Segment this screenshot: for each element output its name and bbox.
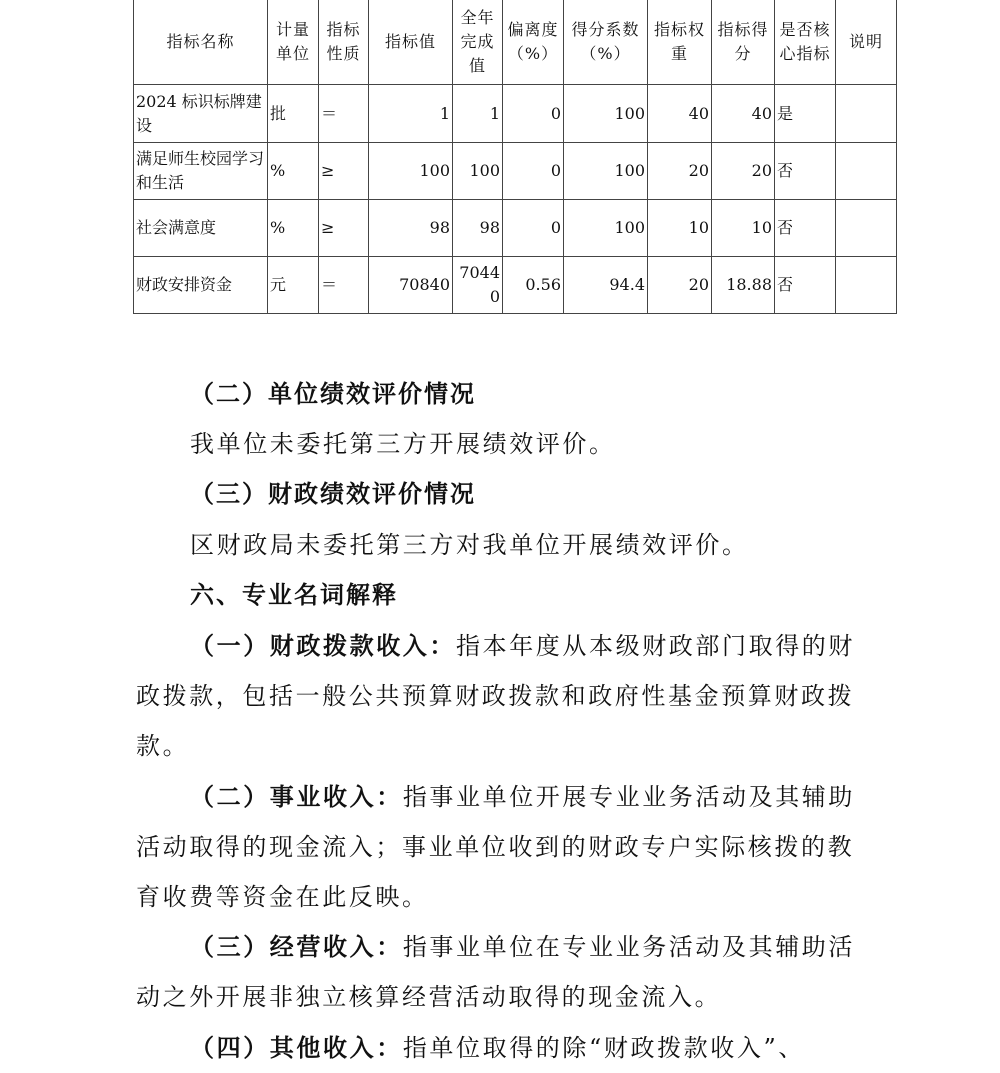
cell-nature: ＝ — [319, 85, 369, 143]
cell-score: 18.88 — [712, 257, 775, 314]
cell-unit: % — [268, 200, 319, 257]
unit-eval-heading: （二）单位绩效评价情况 — [190, 380, 476, 408]
cell-score: 20 — [712, 143, 775, 200]
cell-deviation: 0 — [503, 200, 564, 257]
cell-unit: 元 — [268, 257, 319, 314]
header-unit: 计量单位 — [268, 0, 319, 85]
cell-deviation: 0.56 — [503, 257, 564, 314]
table-row — [134, 143, 897, 200]
cell-actual-value: 1 — [453, 85, 503, 143]
unit-eval-text: 我单位未委托第三方开展绩效评价。 — [190, 430, 616, 458]
cell-score-coefficient: 94.4 — [564, 257, 648, 314]
cell-target-value: 100 — [369, 143, 453, 200]
cell-score-coefficient: 100 — [564, 143, 648, 200]
term-operating-income — [136, 922, 876, 1022]
cell-target-value: 98 — [369, 200, 453, 257]
header-score: 指标得分 — [712, 0, 775, 85]
cell-weight: 20 — [648, 257, 712, 314]
term-label: （三）经营收入： — [190, 932, 403, 961]
cell-core-indicator: 是 — [775, 85, 836, 143]
cell-target-value: 1 — [369, 85, 453, 143]
table-row — [134, 200, 897, 257]
cell-indicator-name: 财政安排资金 — [134, 257, 268, 314]
term-business-income — [136, 772, 876, 922]
header-nature: 指标性质 — [319, 0, 369, 85]
header-deviation: 偏离度（%） — [503, 0, 564, 85]
cell-remark — [836, 200, 897, 257]
cell-target-value: 70840 — [369, 257, 453, 314]
cell-deviation: 0 — [503, 85, 564, 143]
cell-weight: 40 — [648, 85, 712, 143]
cell-actual-value: 100 — [453, 143, 503, 200]
cell-remark — [836, 257, 897, 314]
fiscal-eval-heading: （三）财政绩效评价情况 — [190, 480, 476, 508]
cell-unit: % — [268, 143, 319, 200]
cell-unit: 批 — [268, 85, 319, 143]
term-fiscal-appropriation — [136, 621, 876, 771]
header-core-indicator: 是否核心指标 — [775, 0, 836, 85]
cell-core-indicator: 否 — [775, 143, 836, 200]
header-score-coefficient: 得分系数（%） — [564, 0, 648, 85]
table-row — [134, 257, 897, 314]
header-actual-value: 全年完成值 — [453, 0, 503, 85]
term-definition: 指事业单位开展专业业务活动及其辅助活动取得的现金流入；事业单位收到的财政专户实际核拨的教育收费等资金在此反映。 — [136, 783, 856, 911]
table-header-row — [134, 0, 897, 85]
cell-indicator-name: 满足师生校园学习和生活 — [134, 143, 268, 200]
cell-actual-value: 98 — [453, 200, 503, 257]
term-other-income — [136, 1023, 876, 1073]
term-label: （二）事业收入： — [190, 782, 403, 811]
term-definition: 指本年度从本级财政部门取得的财政拨款，包括一般公共预算财政拨款和政府性基金预算财政拨款。 — [136, 632, 855, 760]
cell-nature: ≥ — [319, 200, 369, 257]
header-remark: 说明 — [836, 0, 897, 85]
performance-indicator-table — [133, 0, 897, 314]
cell-score-coefficient: 100 — [564, 200, 648, 257]
cell-nature: ≥ — [319, 143, 369, 200]
fiscal-eval-text: 区财政局未委托第三方对我单位开展绩效评价。 — [190, 531, 749, 559]
cell-actual-value: 70440 — [453, 257, 503, 314]
cell-remark — [836, 85, 897, 143]
cell-core-indicator: 否 — [775, 257, 836, 314]
cell-indicator-name: 2024 标识标牌建设 — [134, 85, 268, 143]
cell-nature: ＝ — [319, 257, 369, 314]
cell-weight: 20 — [648, 143, 712, 200]
glossary-heading: 六、专业名词解释 — [190, 581, 398, 609]
cell-remark — [836, 143, 897, 200]
cell-indicator-name: 社会满意度 — [134, 200, 268, 257]
cell-score-coefficient: 100 — [564, 85, 648, 143]
cell-deviation: 0 — [503, 143, 564, 200]
table-row — [134, 85, 897, 143]
cell-weight: 10 — [648, 200, 712, 257]
term-definition: 指单位取得的除“财政拨款收入”、 — [402, 1034, 805, 1062]
header-weight: 指标权重 — [648, 0, 712, 85]
header-target-value: 指标值 — [369, 0, 453, 85]
cell-core-indicator: 否 — [775, 200, 836, 257]
term-definition: 指事业单位在专业业务活动及其辅助活动之外开展非独立核算经营活动取得的现金流入。 — [136, 933, 856, 1011]
cell-score: 40 — [712, 85, 775, 143]
header-indicator-name: 指标名称 — [134, 0, 268, 85]
term-label: （四）其他收入： — [190, 1033, 403, 1062]
term-label: （一）财政拨款收入： — [190, 631, 456, 660]
cell-score: 10 — [712, 200, 775, 257]
